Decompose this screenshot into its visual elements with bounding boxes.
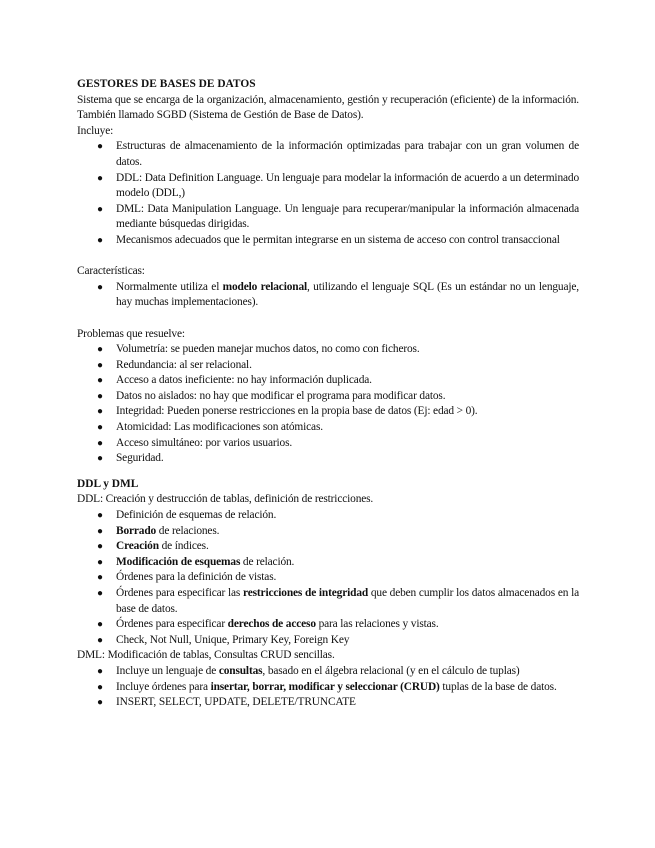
bold-term: derechos de acceso <box>227 618 316 631</box>
bullet-icon: ● <box>97 525 103 537</box>
bullet-icon: ● <box>97 375 103 387</box>
list-item: ● Datos no aislados: no hay que modificar el programa para modificar datos. <box>77 389 579 405</box>
bold-term: Creación <box>116 540 159 553</box>
list-item: ● Definición de esquemas de relación. <box>77 508 579 524</box>
list-item: ● Mecanismos adecuados que le permitan integrarse en un sistema de acceso con control transaccional <box>77 233 579 249</box>
list-item: ● Modificación de esquemas de relación. <box>77 555 579 571</box>
bullet-icon: ● <box>97 453 103 465</box>
list-item: ● Check, Not Null, Unique, Primary Key, Foreign Key <box>77 633 579 649</box>
bullet-icon: ● <box>97 697 103 709</box>
dml-list <box>77 664 579 711</box>
list-item: ● DDL: Data Definition Language. Un lenguaje para modelar la información de acuerdo a un determinado modelo (DDL,) <box>97 171 579 200</box>
list-item: ● Órdenes para especificar derechos de acceso para las relaciones y vistas. <box>77 617 579 633</box>
bold-term: modelo relacional <box>222 280 308 293</box>
list-item: ● Creación de índices. <box>77 539 579 555</box>
list-item: ● Órdenes para la definición de vistas. <box>77 570 579 586</box>
section-title-ddl-dml: DDL y DML <box>77 477 139 490</box>
bullet-icon: ● <box>97 344 103 356</box>
list-item: ● Redundancia: al ser relacional. <box>77 358 579 374</box>
bullet-icon: ● <box>97 681 103 693</box>
bullet-icon: ● <box>97 390 103 402</box>
bullet-icon: ● <box>97 572 103 584</box>
document-page <box>77 77 579 711</box>
list-item: ● DML: Data Manipulation Language. Un lenguaje para recuperar/manipular la información almacenada mediante búsquedas dirigidas. <box>97 202 579 231</box>
bullet-icon: ● <box>97 437 103 449</box>
list-item: ● Seguridad. <box>77 451 579 467</box>
bold-term: Borrado <box>116 524 157 537</box>
list-item: ● Borrado de relaciones. <box>77 524 579 540</box>
bullet-icon: ● <box>97 234 103 246</box>
bullet-icon: ● <box>97 541 103 553</box>
dml-label: DML: Modificación de tablas, Consultas CRUD sencillas. <box>77 649 335 662</box>
problems-label: Problemas que resuelve: <box>77 327 185 340</box>
list-item: ● Acceso a datos ineficiente: no hay información duplicada. <box>77 373 579 389</box>
list-item: ● Normalmente utiliza el modelo relacional, utilizando el lenguaje SQL (Es un estándar no un lenguaje, hay muchas implementaciones). <box>97 280 580 309</box>
bullet-icon: ● <box>97 172 103 184</box>
list-item: ● Integridad: Pueden ponerse restricciones en la propia base de datos (Ej: edad > 0). <box>77 404 579 420</box>
list-item: ● Órdenes para especificar las restricciones de integridad que deben cumplir los datos almacenados en la base de datos. <box>97 587 579 615</box>
features-label: Características: <box>77 265 145 278</box>
bullet-icon: ● <box>97 588 103 599</box>
bullet-icon: ● <box>97 665 103 677</box>
list-item: ● Acceso simultáneo: por varios usuarios. <box>77 436 579 452</box>
bullet-icon: ● <box>97 281 103 293</box>
list-item: ● Incluye órdenes para insertar, borrar, modificar y seleccionar (CRUD) tuplas de la base de datos. <box>77 680 579 696</box>
bold-term: consultas <box>218 664 263 677</box>
list-item: ● Atomicidad: Las modificaciones son atómicas. <box>77 420 579 436</box>
bullet-icon: ● <box>97 422 103 434</box>
bullet-icon: ● <box>97 510 103 522</box>
features-list <box>77 280 579 311</box>
includes-label: Incluye: <box>77 124 114 137</box>
list-item: ● Estructuras de almacenamiento de la información optimizadas para trabajar con un gran volumen de datos. <box>97 140 579 168</box>
includes-list <box>77 139 579 248</box>
bullet-icon: ● <box>97 556 103 568</box>
bullet-icon: ● <box>97 406 103 418</box>
list-item: ● Volumetría: se pueden manejar muchos datos, no como con ficheros. <box>77 342 579 358</box>
problems-list <box>77 342 579 467</box>
bold-term: Modificación de esquemas <box>116 555 241 568</box>
bullet-icon: ● <box>97 619 103 631</box>
section-title-gestores: GESTORES DE BASES DE DATOS <box>77 78 256 90</box>
list-item: ● Incluye un lenguaje de consultas, basado en el álgebra relacional (y en el cálculo de tuplas) <box>77 664 579 680</box>
bold-term: restricciones de integridad <box>243 587 369 599</box>
list-item: ● INSERT, SELECT, UPDATE, DELETE/TRUNCATE <box>77 695 579 711</box>
bullet-icon: ● <box>97 141 103 153</box>
bold-term: insertar, borrar, modificar y seleccionar (CRUD) <box>210 680 440 693</box>
intro-paragraph: Sistema que se encarga de la organización, almacenamiento, gestión y recuperación (eficiente) de la información. También llamado SGBD (Sistema de Gestión de Base de Datos). <box>77 93 579 122</box>
ddl-list <box>77 508 579 648</box>
bullet-icon: ● <box>97 203 103 215</box>
ddl-label: DDL: Creación y destrucción de tablas, definición de restricciones. <box>77 493 374 506</box>
bullet-icon: ● <box>97 634 103 646</box>
bullet-icon: ● <box>97 359 103 371</box>
